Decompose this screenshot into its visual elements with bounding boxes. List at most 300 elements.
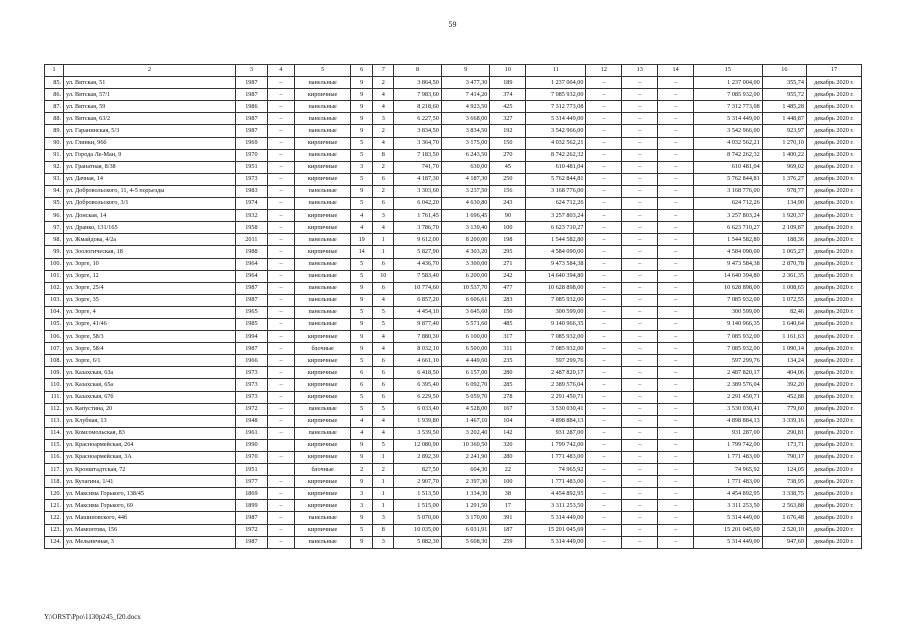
floors-cell: 3 <box>351 161 373 173</box>
wall-material-cell: панельные <box>295 113 351 125</box>
address-cell: ул. Зорге, 35 <box>64 294 236 306</box>
cost-total-cell: 4 032 562,21 <box>526 137 586 149</box>
residents-cell: 295 <box>490 246 526 258</box>
year-reconstructed-cell: – <box>267 476 294 488</box>
wall-material-cell: кирпичные <box>295 500 351 512</box>
unit-cost-cell: 738,95 <box>762 476 806 488</box>
completion-date-cell: декабрь 2020 г. <box>806 101 861 113</box>
row-number-cell: 91. <box>45 149 64 161</box>
file-path-footer: Y:\ORST\Ppo\1130p245_f20.docx <box>44 613 141 621</box>
cost-total-cell: 597 299,76 <box>526 355 586 367</box>
cost-col-12-cell: – <box>586 294 622 306</box>
row-number-cell: 116. <box>45 452 64 464</box>
entrances-cell: 6 <box>373 282 394 294</box>
cost-col-13-cell: – <box>622 198 658 210</box>
completion-date-cell: декабрь 2020 г. <box>806 246 861 258</box>
entrances-cell: 4 <box>373 222 394 234</box>
cost-col-12-cell: – <box>586 258 622 270</box>
living-area-cell: 1 291,50 <box>441 500 490 512</box>
total-area-cell: 6 042,20 <box>394 198 442 210</box>
address-cell: ул. Вятская, 63/2 <box>64 113 236 125</box>
residents-cell: 485 <box>490 318 526 330</box>
cost-total-cell: 300 599,00 <box>526 306 586 318</box>
cost-col-13-cell: – <box>622 77 658 89</box>
address-cell: ул. Зорге, 10 <box>64 258 236 270</box>
cost-col-14-cell: – <box>658 427 694 439</box>
year-built-cell: 1973 <box>236 173 268 185</box>
residents-cell: 278 <box>490 391 526 403</box>
year-reconstructed-cell: – <box>267 101 294 113</box>
unit-cost-cell: 955,72 <box>762 89 806 101</box>
wall-material-cell: кирпичные <box>295 488 351 500</box>
year-built-cell: 1988 <box>236 246 268 258</box>
year-built-cell: 1977 <box>236 476 268 488</box>
year-reconstructed-cell: – <box>267 306 294 318</box>
row-number-cell: 102. <box>45 282 64 294</box>
table-row <box>45 198 862 210</box>
year-reconstructed-cell <box>267 439 294 451</box>
living-area-cell: 3 170,00 <box>441 512 490 524</box>
cost-col-12-cell: – <box>586 524 622 536</box>
cost-col-12-cell: – <box>586 427 622 439</box>
total-area-cell: 3 834,50 <box>394 125 442 137</box>
year-reconstructed-cell: – <box>267 137 294 149</box>
table-row <box>45 439 862 451</box>
living-area-cell: 6 157,00 <box>441 367 490 379</box>
unit-cost-cell: 947,60 <box>762 536 806 548</box>
wall-material-cell: панельные <box>295 282 351 294</box>
address-cell: ул. Жмайдова, 4/2а <box>64 234 236 246</box>
residents-cell: 104 <box>490 415 526 427</box>
table-row <box>45 222 862 234</box>
cost-col-14-cell: – <box>658 415 694 427</box>
table-row <box>45 379 862 391</box>
year-reconstructed-cell: – <box>267 427 294 439</box>
cost-col-13-cell: – <box>622 476 658 488</box>
address-cell: ул. Зорге, 25/4 <box>64 282 236 294</box>
completion-date-cell: декабрь 2020 г. <box>806 355 861 367</box>
year-built-cell: 1966 <box>236 355 268 367</box>
cost-total-cell: 1 799 742,00 <box>526 439 586 451</box>
cost-regional-cell: 9 473 584,38 <box>694 258 763 270</box>
unit-cost-cell: 2 870,78 <box>762 258 806 270</box>
year-reconstructed-cell: – <box>267 403 294 415</box>
total-area-cell: 7 880,30 <box>394 331 442 343</box>
cost-col-13-cell: – <box>622 367 658 379</box>
cost-total-cell: 3 311 253,50 <box>526 500 586 512</box>
completion-date-cell: декабрь 2020 г. <box>806 464 861 476</box>
living-area-cell: 3 139,40 <box>441 222 490 234</box>
completion-date-cell: декабрь 2020 г. <box>806 125 861 137</box>
cost-col-12-cell: – <box>586 137 622 149</box>
year-built-cell: 1990 <box>236 439 268 451</box>
address-cell: ул. Города Ле-Ман, 9 <box>64 149 236 161</box>
cost-col-13-cell: – <box>622 125 658 137</box>
address-cell: ул. Вятская, 59 <box>64 101 236 113</box>
row-number-cell: 113. <box>45 415 64 427</box>
year-reconstructed-cell: – <box>267 234 294 246</box>
year-reconstructed-cell: – <box>267 512 294 524</box>
cost-col-12-cell: – <box>586 512 622 524</box>
cost-regional-cell: 610 481,04 <box>694 161 763 173</box>
unit-cost-cell: 82,46 <box>762 306 806 318</box>
year-built-cell: 1972 <box>236 403 268 415</box>
cost-col-14-cell: – <box>658 185 694 197</box>
column-number-header: 12 <box>586 65 622 77</box>
completion-date-cell: декабрь 2020 г. <box>806 161 861 173</box>
total-area-cell: 6 395,40 <box>394 379 442 391</box>
cost-col-14-cell: – <box>658 210 694 222</box>
wall-material-cell: панельные <box>295 306 351 318</box>
living-area-cell: 7 414,20 <box>441 89 490 101</box>
year-built-cell: 1964 <box>236 258 268 270</box>
entrances-cell: 6 <box>373 379 394 391</box>
address-cell: ул. Максима Горького, 69 <box>64 500 236 512</box>
cost-col-13-cell: – <box>622 149 658 161</box>
address-cell: ул. Красноармейская, 3А <box>64 452 236 464</box>
cost-col-12-cell: – <box>586 125 622 137</box>
cost-col-12-cell: – <box>586 391 622 403</box>
year-built-cell: 1973 <box>236 391 268 403</box>
row-number-cell: 118. <box>45 476 64 488</box>
column-number-header: 8 <box>394 65 442 77</box>
cost-total-cell: 5 314 449,00 <box>526 512 586 524</box>
residents-cell: 280 <box>490 452 526 464</box>
floors-cell: 4 <box>351 222 373 234</box>
row-number-cell: 117. <box>45 464 64 476</box>
table-row <box>45 161 862 173</box>
cost-total-cell: 5 314 449,00 <box>526 536 586 548</box>
year-built-cell: 1983 <box>236 185 268 197</box>
entrances-cell: 4 <box>373 294 394 306</box>
wall-material-cell: панельные <box>295 149 351 161</box>
year-reconstructed-cell: – <box>267 500 294 512</box>
table-row <box>45 77 862 89</box>
residents-cell: 271 <box>490 258 526 270</box>
year-built-cell: 1994 <box>236 331 268 343</box>
cost-col-12-cell: – <box>586 282 622 294</box>
living-area-cell: 5 059,70 <box>441 391 490 403</box>
cost-col-14-cell: – <box>658 149 694 161</box>
year-built-cell: 1972 <box>236 524 268 536</box>
completion-date-cell: декабрь 2020 г. <box>806 415 861 427</box>
cost-col-13-cell: – <box>622 318 658 330</box>
cost-col-13-cell: – <box>622 89 658 101</box>
year-built-cell: 1987 <box>236 113 268 125</box>
wall-material-cell: кирпичные <box>295 246 351 258</box>
entrances-cell: 4 <box>373 343 394 355</box>
living-area-cell: 1 696,45 <box>441 210 490 222</box>
entrances-cell: 3 <box>373 512 394 524</box>
address-cell: ул. Зорге, 41/46 <box>64 318 236 330</box>
cost-regional-cell: 1 544 582,80 <box>694 234 763 246</box>
living-area-cell: 2 397,30 <box>441 476 490 488</box>
unit-cost-cell: 290,81 <box>762 427 806 439</box>
residents-cell: 38 <box>490 488 526 500</box>
cost-regional-cell: 5 314 449,00 <box>694 536 763 548</box>
column-number-header: 13 <box>622 65 658 77</box>
completion-date-cell: декабрь 2020 г. <box>806 331 861 343</box>
wall-material-cell: блочные <box>295 343 351 355</box>
address-cell: ул. Казахская, 63а <box>64 367 236 379</box>
floors-cell: 9 <box>351 536 373 548</box>
total-area-cell: 1 515,00 <box>394 500 442 512</box>
residents-cell: 142 <box>490 427 526 439</box>
unit-cost-cell: 134,90 <box>762 198 806 210</box>
address-cell: ул. Зорге, 58/3 <box>64 331 236 343</box>
wall-material-cell: кирпичные <box>295 379 351 391</box>
cost-col-14-cell: – <box>658 524 694 536</box>
cost-regional-cell: 3 311 253,50 <box>694 500 763 512</box>
cost-col-14-cell: – <box>658 367 694 379</box>
completion-date-cell: декабрь 2020 г. <box>806 173 861 185</box>
year-built-cell: 1973 <box>236 367 268 379</box>
residents-cell: 311 <box>490 343 526 355</box>
entrances-cell: 1 <box>373 500 394 512</box>
total-area-cell: 3 864,50 <box>394 77 442 89</box>
cost-total-cell: 4 454 892,95 <box>526 488 586 500</box>
unit-cost-cell: 1 485,28 <box>762 101 806 113</box>
cost-col-14-cell: – <box>658 137 694 149</box>
completion-date-cell: декабрь 2020 г. <box>806 367 861 379</box>
table-row <box>45 427 862 439</box>
row-number-cell: 103. <box>45 294 64 306</box>
total-area-cell: 9 877,40 <box>394 318 442 330</box>
row-number-cell: 90. <box>45 137 64 149</box>
residents-cell: 156 <box>490 185 526 197</box>
cost-total-cell: 7 085 932,00 <box>526 343 586 355</box>
cost-regional-cell: 1 771 483,00 <box>694 452 763 464</box>
cost-col-13-cell: – <box>622 173 658 185</box>
total-area-cell: 6 227,50 <box>394 113 442 125</box>
row-number-cell: 105. <box>45 318 64 330</box>
residents-cell: 259 <box>490 536 526 548</box>
floors-cell: 5 <box>351 306 373 318</box>
cost-total-cell: 7 085 932,00 <box>526 89 586 101</box>
residents-cell: 235 <box>490 355 526 367</box>
total-area-cell: 7 583,40 <box>394 270 442 282</box>
year-reconstructed-cell: – <box>267 331 294 343</box>
cost-col-14-cell: – <box>658 331 694 343</box>
cost-col-13-cell: – <box>622 185 658 197</box>
cost-total-cell: 1 544 582,80 <box>526 234 586 246</box>
floors-cell: 5 <box>351 258 373 270</box>
residents-cell: 320 <box>490 439 526 451</box>
row-number-cell: 93. <box>45 173 64 185</box>
cost-regional-cell: 4 898 884,13 <box>694 415 763 427</box>
cost-col-12-cell: – <box>586 185 622 197</box>
cost-col-13-cell: – <box>622 464 658 476</box>
cost-col-14-cell: – <box>658 464 694 476</box>
wall-material-cell: кирпичные <box>295 476 351 488</box>
year-built-cell: 1987 <box>236 282 268 294</box>
living-area-cell: 4 449,60 <box>441 355 490 367</box>
table-row <box>45 343 862 355</box>
year-built-cell: 1985 <box>236 318 268 330</box>
year-built-cell: 1951 <box>236 464 268 476</box>
cost-regional-cell: 597 299,76 <box>694 355 763 367</box>
completion-date-cell: декабрь 2020 г. <box>806 476 861 488</box>
column-number-header: 17 <box>806 65 861 77</box>
address-cell: ул. Машиновского, 44б <box>64 512 236 524</box>
total-area-cell: 3 786,70 <box>394 222 442 234</box>
address-cell: ул. Кулагина, 1/41 <box>64 476 236 488</box>
total-area-cell: 827,50 <box>394 464 442 476</box>
completion-date-cell: декабрь 2020 г. <box>806 439 861 451</box>
year-built-cell: 1869 <box>236 488 268 500</box>
row-number-cell: 89. <box>45 125 64 137</box>
year-reconstructed-cell: – <box>267 246 294 258</box>
cost-total-cell: 3 542 966,00 <box>526 125 586 137</box>
table-row <box>45 488 862 500</box>
cost-col-13-cell: – <box>622 258 658 270</box>
unit-cost-cell: 779,60 <box>762 403 806 415</box>
living-area-cell: 4 303,20 <box>441 246 490 258</box>
living-area-cell: 4 630,80 <box>441 198 490 210</box>
floors-cell: 19 <box>351 234 373 246</box>
residents-cell: 374 <box>490 89 526 101</box>
year-built-cell: 1973 <box>236 379 268 391</box>
cost-col-13-cell: – <box>622 137 658 149</box>
year-built-cell: 1987 <box>236 536 268 548</box>
year-built-cell: 1987 <box>236 343 268 355</box>
column-number-header: 3 <box>236 65 268 77</box>
year-built-cell: 1958 <box>236 222 268 234</box>
entrances-cell: 6 <box>373 198 394 210</box>
total-area-cell: 6 229,50 <box>394 391 442 403</box>
cost-regional-cell: 5 314 449,00 <box>694 512 763 524</box>
unit-cost-cell: 978,77 <box>762 185 806 197</box>
cost-total-cell: 6 623 710,27 <box>526 222 586 234</box>
cost-regional-cell: 5 762 844,81 <box>694 173 763 185</box>
wall-material-cell: кирпичные <box>295 222 351 234</box>
total-area-cell: 4 436,70 <box>394 258 442 270</box>
wall-material-cell: кирпичные <box>295 439 351 451</box>
cost-col-14-cell: – <box>658 161 694 173</box>
cost-col-12-cell: – <box>586 439 622 451</box>
cost-regional-cell: 6 623 710,27 <box>694 222 763 234</box>
residents-cell: 280 <box>490 367 526 379</box>
cost-col-14-cell: – <box>658 89 694 101</box>
cost-col-12-cell: – <box>586 367 622 379</box>
cost-col-12-cell: – <box>586 149 622 161</box>
cost-col-14-cell: – <box>658 282 694 294</box>
cost-col-13-cell: – <box>622 113 658 125</box>
column-number-header: 16 <box>762 65 806 77</box>
cost-regional-cell: 4 454 892,95 <box>694 488 763 500</box>
cost-total-cell: 2 291 450,71 <box>526 391 586 403</box>
year-reconstructed-cell: – <box>267 379 294 391</box>
wall-material-cell: панельные <box>295 270 351 282</box>
residents-cell: 425 <box>490 101 526 113</box>
floors-cell: 5 <box>351 173 373 185</box>
completion-date-cell: декабрь 2020 г. <box>806 113 861 125</box>
cost-col-14-cell: – <box>658 318 694 330</box>
wall-material-cell: панельные <box>295 77 351 89</box>
living-area-cell: 6 606,61 <box>441 294 490 306</box>
address-cell: ул. Клубная, 13 <box>64 415 236 427</box>
row-number-cell: 100. <box>45 258 64 270</box>
unit-cost-cell: 134,24 <box>762 355 806 367</box>
column-number-header: 9 <box>441 65 490 77</box>
total-area-cell: 6 418,50 <box>394 367 442 379</box>
cost-regional-cell: 10 628 898,00 <box>694 282 763 294</box>
wall-material-cell: панельные <box>295 101 351 113</box>
living-area-cell: 1 334,30 <box>441 488 490 500</box>
address-cell: ул. Мамонтова, 156 <box>64 524 236 536</box>
entrances-cell: 6 <box>373 173 394 185</box>
residents-cell: 45 <box>490 161 526 173</box>
cost-col-12-cell: – <box>586 270 622 282</box>
living-area-cell: 6 100,00 <box>441 331 490 343</box>
table-row <box>45 367 862 379</box>
living-area-cell: 6 200,00 <box>441 270 490 282</box>
column-number-header: 14 <box>658 65 694 77</box>
wall-material-cell: блочные <box>295 464 351 476</box>
table-row <box>45 500 862 512</box>
row-number-cell: 85. <box>45 77 64 89</box>
cost-regional-cell: 7 085 932,00 <box>694 331 763 343</box>
entrances-cell: 3 <box>373 210 394 222</box>
row-number-cell: 111. <box>45 391 64 403</box>
cost-regional-cell: 3 530 030,41 <box>694 403 763 415</box>
cost-col-14-cell: – <box>658 306 694 318</box>
year-reconstructed-cell: – <box>267 524 294 536</box>
floors-cell: 9 <box>351 89 373 101</box>
residents-cell: 198 <box>490 234 526 246</box>
residents-cell: 100 <box>490 476 526 488</box>
floors-cell: 4 <box>351 427 373 439</box>
address-cell: ул. Красноармейская, 264 <box>64 439 236 451</box>
address-cell: ул. Казахская, 67б <box>64 391 236 403</box>
address-cell: ул. Максима Горького, 138/45 <box>64 488 236 500</box>
total-area-cell: 10 774,60 <box>394 282 442 294</box>
entrances-cell: 6 <box>373 391 394 403</box>
wall-material-cell: панельные <box>295 427 351 439</box>
residents-cell: 150 <box>490 137 526 149</box>
living-area-cell: 10 537,70 <box>441 282 490 294</box>
wall-material-cell: кирпичные <box>295 415 351 427</box>
floors-cell: 4 <box>351 415 373 427</box>
living-area-cell: 3 300,00 <box>441 258 490 270</box>
year-reconstructed-cell: – <box>267 222 294 234</box>
table-row <box>45 331 862 343</box>
living-area-cell: 8 200,00 <box>441 234 490 246</box>
floors-cell: 9 <box>351 113 373 125</box>
cost-regional-cell: 2 291 450,71 <box>694 391 763 403</box>
cost-total-cell: 1 771 483,00 <box>526 476 586 488</box>
entrances-cell: 8 <box>373 149 394 161</box>
table-row <box>45 294 862 306</box>
cost-col-12-cell: – <box>586 536 622 548</box>
wall-material-cell: кирпичные <box>295 452 351 464</box>
completion-date-cell: декабрь 2020 г. <box>806 427 861 439</box>
row-number-cell: 101. <box>45 270 64 282</box>
residents-cell: 250 <box>490 173 526 185</box>
cost-col-13-cell: – <box>622 161 658 173</box>
unit-cost-cell: 3 338,75 <box>762 488 806 500</box>
cost-col-14-cell: – <box>658 355 694 367</box>
total-area-cell: 1 761,45 <box>394 210 442 222</box>
residents-cell: 90 <box>490 210 526 222</box>
row-number-cell: 94. <box>45 185 64 197</box>
column-number-header: 11 <box>526 65 586 77</box>
year-reconstructed-cell: – <box>267 77 294 89</box>
cost-regional-cell: 2 487 820,17 <box>694 367 763 379</box>
residents-cell: 270 <box>490 149 526 161</box>
total-area-cell: 12 080,90 <box>394 439 442 451</box>
cost-col-13-cell: – <box>622 379 658 391</box>
